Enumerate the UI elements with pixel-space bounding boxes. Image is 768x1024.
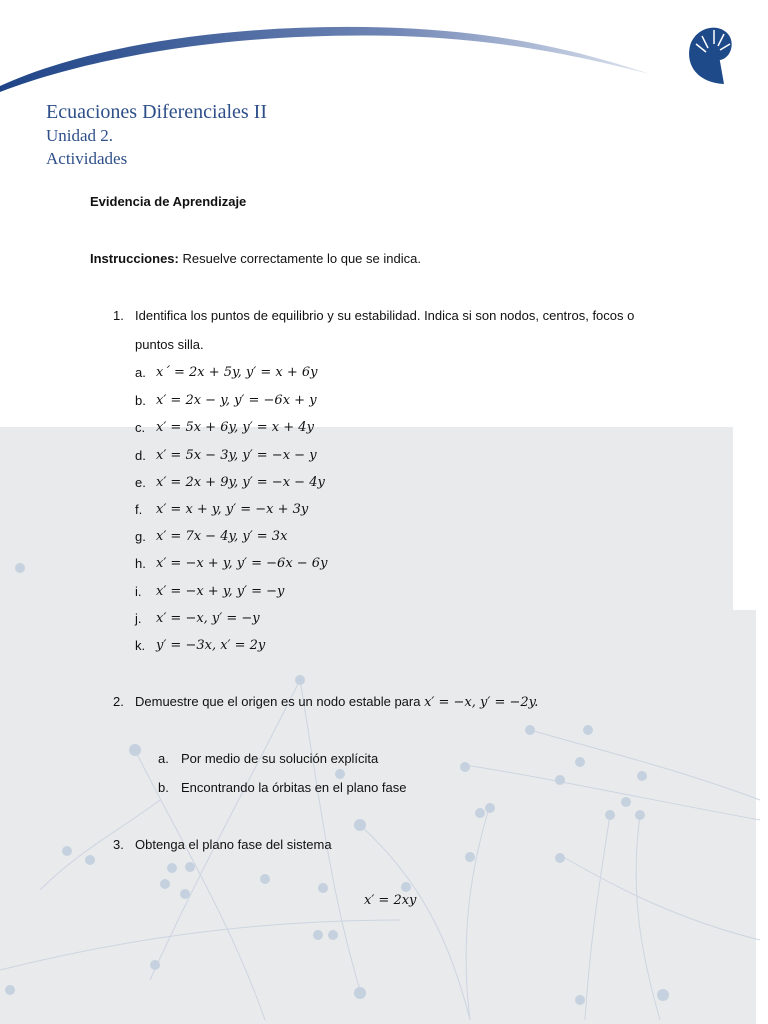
network-decoration (0, 420, 768, 1024)
equation: x′ = 5x − 3y, y′ = −x − y (156, 448, 317, 463)
header-swoosh (0, 0, 768, 100)
q1-text-line2: puntos silla. (135, 337, 204, 352)
item-letter: b. (135, 393, 146, 408)
item-letter: k. (135, 638, 146, 653)
equation: x′ = −x, y′ = −y (156, 611, 260, 626)
item-text: Por medio de su solución explícita (181, 751, 379, 766)
q2-text (135, 694, 538, 710)
equation: x´ = 2x + 5y, y′ = x + 6y (156, 365, 318, 380)
instructions-text: Resuelve correctamente lo que se indica. (178, 251, 421, 266)
q2-statement: Demuestre que el origen es un nodo estable para (135, 694, 425, 709)
q3-number: 3. (113, 837, 124, 852)
item-letter: d. (135, 448, 146, 463)
item-letter: e. (135, 475, 146, 490)
course-title: Ecuaciones Diferenciales II (46, 101, 267, 123)
item-letter: f. (135, 502, 143, 517)
item-letter: b. (158, 780, 169, 795)
item-letter: a. (158, 751, 169, 766)
q2-number: 2. (113, 694, 124, 709)
q1-number: 1. (113, 308, 124, 323)
document-header (46, 100, 267, 170)
item-letter: g. (135, 529, 146, 544)
instructions-label: Instrucciones: (90, 251, 179, 266)
equation: y′ = −3x, x′ = 2y (156, 638, 266, 653)
instructions (90, 251, 421, 266)
equation: x′ = x + y, y′ = −x + 3y (156, 502, 309, 517)
equation: x′ = −x, y′ = −2y. (424, 695, 539, 710)
item-letter: a. (135, 365, 146, 380)
q3-text: Obtenga el plano fase del sistema (135, 837, 332, 852)
nautilus-logo (684, 22, 734, 86)
item-letter: i. (135, 584, 142, 599)
equation: x′ = 2x + 9y, y′ = −x − 4y (156, 475, 325, 490)
item-letter: j. (135, 611, 142, 626)
item-text: Encontrando la órbitas en el plano fase (181, 780, 407, 795)
evidence-heading: Evidencia de Aprendizaje (90, 194, 247, 209)
q1-text-line1: Identifica los puntos de equilibrio y su estabilidad. Indica si son nodos, centros, focos o (135, 308, 635, 323)
equation: x′ = −x + y, y′ = −6x − 6y (156, 556, 328, 571)
item-letter: c. (135, 420, 146, 435)
equation: x′ = 2x − y, y′ = −6x + y (156, 393, 317, 408)
equation: x′ = 7x − 4y, y′ = 3x (156, 529, 288, 544)
equation: x′ = −x + y, y′ = −y (156, 584, 285, 599)
unit-label: Unidad 2. (46, 126, 114, 145)
item-letter: h. (135, 556, 146, 571)
equation: x′ = 2xy (364, 893, 417, 908)
equation: x′ = 5x + 6y, y′ = x + 4y (156, 420, 314, 435)
section-label: Actividades (46, 149, 128, 168)
